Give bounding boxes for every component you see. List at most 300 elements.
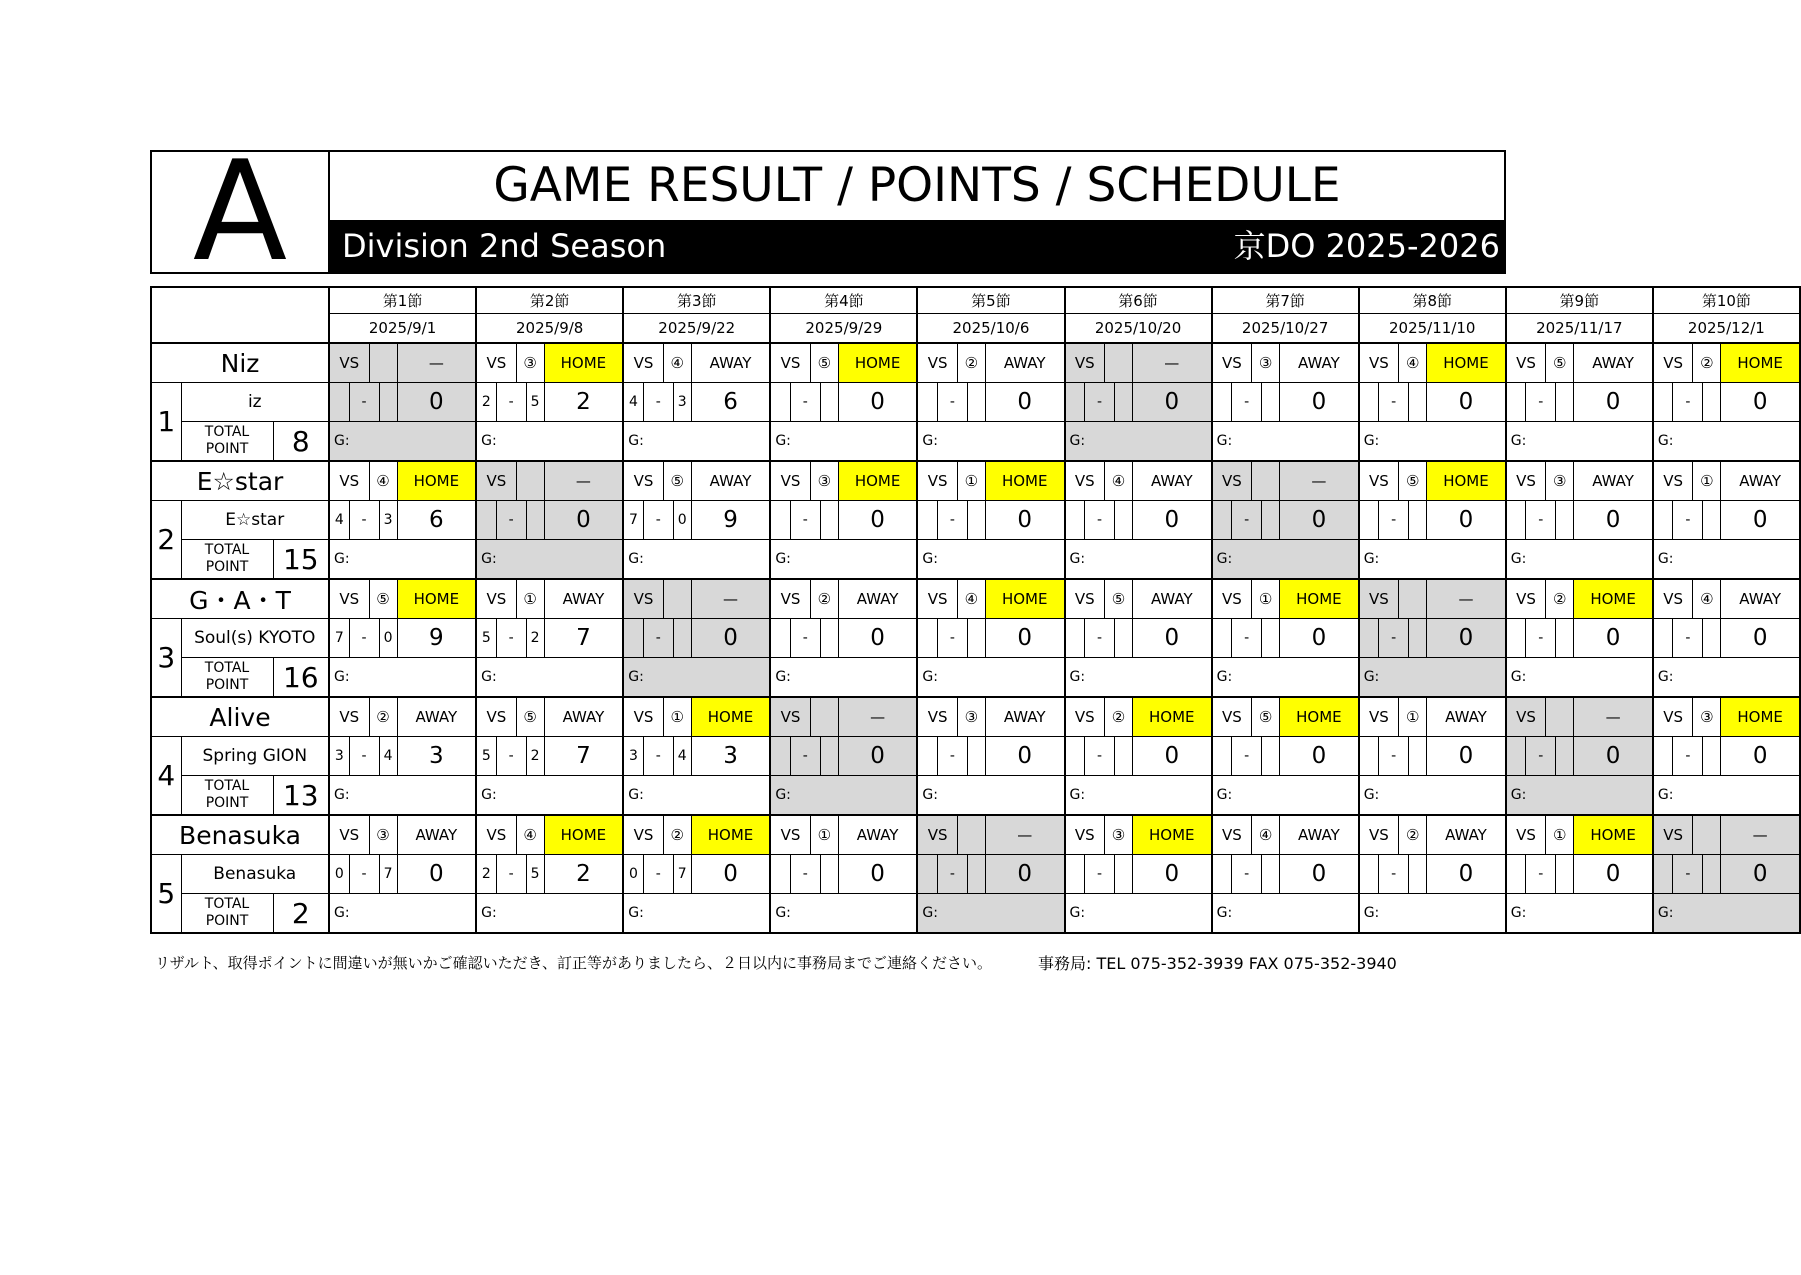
score-dash: - (1232, 737, 1262, 776)
opponent-number: ② (663, 815, 691, 855)
game-points: 0 (1280, 737, 1359, 776)
vs-label: VS (623, 815, 663, 855)
game-points: 0 (1280, 855, 1359, 894)
goal-cell: G: (623, 540, 770, 580)
goal-cell: G: (1065, 540, 1212, 580)
home-badge: HOME (838, 343, 917, 383)
game-points: 0 (838, 737, 917, 776)
score-a (770, 619, 790, 658)
game-points: 2 (544, 383, 623, 422)
goal-cell: G: (770, 776, 917, 816)
game-points: 0 (838, 501, 917, 540)
total-label-line2: POINT (205, 559, 249, 575)
away-label: AWAY (1280, 343, 1359, 383)
score-a (1506, 501, 1526, 540)
page-title: GAME RESULT / POINTS / SCHEDULE (493, 158, 1341, 213)
game-points: 0 (1427, 501, 1506, 540)
score-b (967, 383, 985, 422)
opponent-cell (1252, 461, 1280, 501)
total-point-value: 2 (273, 894, 329, 934)
score-b (1409, 855, 1427, 894)
vs-label: VS (623, 579, 663, 619)
game-points: 0 (838, 855, 917, 894)
score-b (1703, 619, 1721, 658)
vs-label: VS (770, 343, 810, 383)
opponent-number: ⑤ (516, 697, 544, 737)
score-b (1115, 619, 1133, 658)
goal-cell: G: (917, 658, 1064, 698)
score-dash: - (937, 737, 967, 776)
score-b: 4 (379, 737, 397, 776)
score-a (1359, 501, 1379, 540)
footer-contact: 事務局: TEL 075-352-3939 FAX 075-352-3940 (1038, 954, 1397, 973)
score-b (1703, 737, 1721, 776)
score-dash: - (937, 855, 967, 894)
round-label: 第9節 (1506, 287, 1653, 314)
score-dash: - (1526, 501, 1556, 540)
vs-label: VS (623, 343, 663, 383)
vs-label: VS (770, 461, 810, 501)
vs-label: VS (1212, 697, 1252, 737)
goal-cell: G: (1212, 422, 1359, 462)
corner-cell (151, 287, 329, 343)
score-dash: - (349, 501, 379, 540)
opponent-number: ④ (1252, 815, 1280, 855)
score-a: 4 (329, 501, 349, 540)
opponent-number: ④ (1693, 579, 1721, 619)
home-badge: HOME (1721, 697, 1800, 737)
away-label: AWAY (1721, 461, 1800, 501)
score-a (1653, 737, 1673, 776)
away-label: AWAY (1574, 343, 1653, 383)
total-point-value: 8 (273, 422, 329, 462)
results-table (150, 286, 1801, 934)
goal-cell: G: (1506, 422, 1653, 462)
opponent-number: ④ (516, 815, 544, 855)
vs-label: VS (1065, 697, 1105, 737)
score-a (917, 383, 937, 422)
goal-cell: G: (1653, 658, 1800, 698)
team-rank: 2 (151, 501, 181, 580)
score-b (967, 855, 985, 894)
vs-label: VS (1506, 579, 1546, 619)
score-dash: - (790, 501, 820, 540)
goal-cell: G: (1653, 540, 1800, 580)
round-date: 2025/12/1 (1653, 314, 1800, 344)
team-name: Benasuka (151, 815, 329, 855)
score-b (1115, 737, 1133, 776)
no-game-mark: — (1427, 579, 1506, 619)
score-b (526, 501, 544, 540)
round-date: 2025/11/10 (1359, 314, 1506, 344)
opponent-number: ② (1693, 343, 1721, 383)
vs-label: VS (1506, 815, 1546, 855)
score-a (1359, 855, 1379, 894)
score-dash: - (1085, 501, 1115, 540)
goal-cell: G: (1506, 776, 1653, 816)
score-a (1506, 383, 1526, 422)
opponent-number: ④ (1399, 343, 1427, 383)
score-a (1212, 501, 1232, 540)
vs-label: VS (1065, 461, 1105, 501)
score-b (1115, 383, 1133, 422)
score-a (476, 501, 496, 540)
game-points: 0 (985, 855, 1064, 894)
goal-cell: G: (329, 422, 476, 462)
team-subname: Benasuka (181, 855, 329, 894)
score-b (1556, 501, 1574, 540)
game-points: 0 (397, 855, 476, 894)
away-label: AWAY (838, 815, 917, 855)
score-b (820, 501, 838, 540)
game-points: 0 (397, 383, 476, 422)
score-dash: - (1232, 855, 1262, 894)
score-a (917, 501, 937, 540)
score-dash: - (1526, 619, 1556, 658)
game-points: 0 (691, 855, 770, 894)
score-a (1359, 737, 1379, 776)
vs-label: VS (1212, 815, 1252, 855)
score-a: 3 (329, 737, 349, 776)
goal-cell: G: (1506, 658, 1653, 698)
round-label: 第1節 (329, 287, 476, 314)
vs-label: VS (1506, 461, 1546, 501)
opponent-number: ④ (369, 461, 397, 501)
goal-cell: G: (329, 894, 476, 934)
game-points: 0 (544, 501, 623, 540)
title-bar (330, 220, 1504, 272)
no-game-mark: — (1133, 343, 1212, 383)
score-b (1556, 619, 1574, 658)
division-letter: A (152, 152, 330, 272)
opponent-number: ① (1693, 461, 1721, 501)
score-dash: - (349, 619, 379, 658)
vs-label: VS (917, 815, 957, 855)
score-a (1506, 619, 1526, 658)
no-game-mark: — (838, 697, 917, 737)
score-b: 0 (379, 619, 397, 658)
total-point-value: 15 (273, 540, 329, 580)
score-dash: - (496, 855, 526, 894)
away-label: AWAY (1721, 579, 1800, 619)
home-badge: HOME (838, 461, 917, 501)
total-point-label (181, 422, 273, 462)
game-points: 0 (1427, 383, 1506, 422)
game-points: 0 (1133, 383, 1212, 422)
game-points: 9 (397, 619, 476, 658)
total-point-label (181, 776, 273, 816)
score-a (917, 855, 937, 894)
score-a (1065, 737, 1085, 776)
goal-cell: G: (476, 422, 623, 462)
score-a (1359, 619, 1379, 658)
round-label: 第8節 (1359, 287, 1506, 314)
score-dash: - (643, 501, 673, 540)
round-date: 2025/10/27 (1212, 314, 1359, 344)
vs-label: VS (1653, 461, 1693, 501)
score-a: 5 (476, 619, 496, 658)
game-points: 0 (838, 383, 917, 422)
game-points: 0 (1721, 383, 1800, 422)
goal-cell: G: (770, 894, 917, 934)
game-points: 6 (691, 383, 770, 422)
score-a: 0 (623, 855, 643, 894)
game-points: 2 (544, 855, 623, 894)
vs-label: VS (1506, 343, 1546, 383)
away-label: AWAY (397, 815, 476, 855)
game-points: 0 (985, 737, 1064, 776)
home-badge: HOME (985, 579, 1064, 619)
score-dash: - (790, 383, 820, 422)
no-game-mark: — (544, 461, 623, 501)
vs-label: VS (917, 343, 957, 383)
goal-cell: G: (1359, 894, 1506, 934)
total-label-line2: POINT (205, 441, 249, 457)
goal-cell: G: (329, 776, 476, 816)
opponent-number: ① (1252, 579, 1280, 619)
no-game-mark: — (985, 815, 1064, 855)
vs-label: VS (329, 697, 369, 737)
score-dash: - (1673, 855, 1703, 894)
score-b (673, 619, 691, 658)
opponent-cell (663, 579, 691, 619)
home-badge: HOME (691, 815, 770, 855)
game-points: 0 (1133, 619, 1212, 658)
opponent-cell (1399, 579, 1427, 619)
away-label: AWAY (985, 343, 1064, 383)
score-dash: - (1526, 383, 1556, 422)
goal-cell: G: (917, 776, 1064, 816)
goal-cell: G: (1212, 776, 1359, 816)
opponent-number: ② (1399, 815, 1427, 855)
round-label: 第6節 (1065, 287, 1212, 314)
season-subtitle: Division 2nd Season (342, 227, 667, 265)
game-points: 0 (1574, 619, 1653, 658)
goal-cell: G: (623, 894, 770, 934)
goal-cell: G: (1506, 540, 1653, 580)
game-points: 0 (1721, 855, 1800, 894)
vs-label: VS (1212, 579, 1252, 619)
away-label: AWAY (985, 697, 1064, 737)
score-a (770, 383, 790, 422)
away-label: AWAY (1427, 815, 1506, 855)
team-rank: 1 (151, 383, 181, 462)
score-b: 3 (379, 501, 397, 540)
score-dash: - (1085, 855, 1115, 894)
team-subname: E☆star (181, 501, 329, 540)
game-points: 0 (1721, 501, 1800, 540)
vs-label: VS (917, 461, 957, 501)
goal-cell: G: (623, 422, 770, 462)
opponent-number: ③ (810, 461, 838, 501)
score-b: 0 (673, 501, 691, 540)
opponent-number: ① (810, 815, 838, 855)
goal-cell: G: (1653, 894, 1800, 934)
game-points: 0 (1574, 737, 1653, 776)
round-label: 第5節 (917, 287, 1064, 314)
game-points: 0 (985, 501, 1064, 540)
round-date: 2025/11/17 (1506, 314, 1653, 344)
opponent-number: ② (369, 697, 397, 737)
team-name: E☆star (151, 461, 329, 501)
opponent-number: ① (1546, 815, 1574, 855)
away-label: AWAY (1133, 461, 1212, 501)
opponent-number: ⑤ (663, 461, 691, 501)
round-label: 第2節 (476, 287, 623, 314)
goal-cell: G: (1212, 540, 1359, 580)
score-dash: - (643, 619, 673, 658)
home-badge: HOME (1133, 815, 1212, 855)
score-dash: - (1526, 737, 1556, 776)
vs-label: VS (476, 697, 516, 737)
score-b (1262, 737, 1280, 776)
vs-label: VS (329, 343, 369, 383)
score-dash: - (1379, 383, 1409, 422)
opponent-cell (810, 697, 838, 737)
round-label: 第10節 (1653, 287, 1800, 314)
score-a: 2 (476, 855, 496, 894)
vs-label: VS (770, 697, 810, 737)
goal-cell: G: (329, 540, 476, 580)
opponent-cell (1546, 697, 1574, 737)
total-label-line1: TOTAL (204, 778, 250, 794)
score-b (967, 501, 985, 540)
game-points: 0 (1721, 737, 1800, 776)
score-b (1262, 619, 1280, 658)
score-a (1359, 383, 1379, 422)
home-badge: HOME (1574, 815, 1653, 855)
game-points: 7 (544, 737, 623, 776)
score-a (1212, 619, 1232, 658)
score-dash: - (496, 737, 526, 776)
score-a (329, 383, 349, 422)
score-b (1115, 501, 1133, 540)
opponent-number: ④ (957, 579, 985, 619)
game-points: 0 (985, 619, 1064, 658)
team-rank: 4 (151, 737, 181, 816)
opponent-number: ③ (1105, 815, 1133, 855)
score-dash: - (1379, 619, 1409, 658)
score-dash: - (790, 619, 820, 658)
opponent-number: ② (810, 579, 838, 619)
away-label: AWAY (1427, 697, 1506, 737)
score-a (1065, 619, 1085, 658)
home-badge: HOME (397, 579, 476, 619)
opponent-number: ① (663, 697, 691, 737)
opponent-number: ⑤ (1399, 461, 1427, 501)
score-dash: - (496, 501, 526, 540)
vs-label: VS (476, 579, 516, 619)
round-date: 2025/9/8 (476, 314, 623, 344)
game-points: 0 (1574, 383, 1653, 422)
game-points: 0 (838, 619, 917, 658)
score-b (1703, 501, 1721, 540)
score-dash: - (349, 383, 379, 422)
game-points: 0 (1427, 855, 1506, 894)
home-badge: HOME (1721, 343, 1800, 383)
game-points: 0 (691, 619, 770, 658)
score-a: 4 (623, 383, 643, 422)
goal-cell: G: (476, 540, 623, 580)
total-point-label (181, 894, 273, 934)
goal-cell: G: (1359, 658, 1506, 698)
round-date: 2025/9/22 (623, 314, 770, 344)
opponent-number: ② (1105, 697, 1133, 737)
score-dash: - (1673, 619, 1703, 658)
vs-label: VS (770, 579, 810, 619)
game-points: 0 (1427, 619, 1506, 658)
team-subname: iz (181, 383, 329, 422)
score-dash: - (1232, 383, 1262, 422)
opponent-number: ③ (1252, 343, 1280, 383)
vs-label: VS (1359, 461, 1399, 501)
score-b (1703, 855, 1721, 894)
goal-cell: G: (1065, 422, 1212, 462)
game-points: 9 (691, 501, 770, 540)
score-b (1703, 383, 1721, 422)
team-rank: 3 (151, 619, 181, 698)
game-points: 0 (1280, 383, 1359, 422)
opponent-number: ① (516, 579, 544, 619)
score-b: 2 (526, 737, 544, 776)
vs-label: VS (1212, 343, 1252, 383)
score-b (1409, 619, 1427, 658)
home-badge: HOME (985, 461, 1064, 501)
goal-cell: G: (1065, 776, 1212, 816)
total-label-line1: TOTAL (204, 542, 250, 558)
total-label-line1: TOTAL (204, 424, 250, 440)
goal-cell: G: (476, 658, 623, 698)
opponent-number: ③ (516, 343, 544, 383)
vs-label: VS (1653, 697, 1693, 737)
team-name: Alive (151, 697, 329, 737)
score-dash: - (790, 855, 820, 894)
score-dash: - (937, 619, 967, 658)
goal-cell: G: (1653, 776, 1800, 816)
score-dash: - (1379, 737, 1409, 776)
score-a (770, 855, 790, 894)
goal-cell: G: (1359, 540, 1506, 580)
vs-label: VS (1212, 461, 1252, 501)
vs-label: VS (329, 579, 369, 619)
score-dash: - (1085, 383, 1115, 422)
score-dash: - (643, 383, 673, 422)
goal-cell: G: (476, 894, 623, 934)
score-a (1212, 383, 1232, 422)
opponent-cell (516, 461, 544, 501)
no-game-mark: — (1574, 697, 1653, 737)
score-a (1212, 737, 1232, 776)
game-points: 0 (1574, 855, 1653, 894)
goal-cell: G: (770, 658, 917, 698)
game-points: 7 (544, 619, 623, 658)
team-rank: 5 (151, 855, 181, 934)
score-dash: - (937, 383, 967, 422)
score-b (820, 619, 838, 658)
away-label: AWAY (838, 579, 917, 619)
vs-label: VS (1359, 697, 1399, 737)
vs-label: VS (917, 579, 957, 619)
total-label-line2: POINT (205, 795, 249, 811)
game-points: 3 (397, 737, 476, 776)
no-game-mark: — (1280, 461, 1359, 501)
score-b (967, 737, 985, 776)
score-dash: - (937, 501, 967, 540)
vs-label: VS (917, 697, 957, 737)
away-label: AWAY (544, 579, 623, 619)
vs-label: VS (1065, 343, 1105, 383)
vs-label: VS (1065, 815, 1105, 855)
